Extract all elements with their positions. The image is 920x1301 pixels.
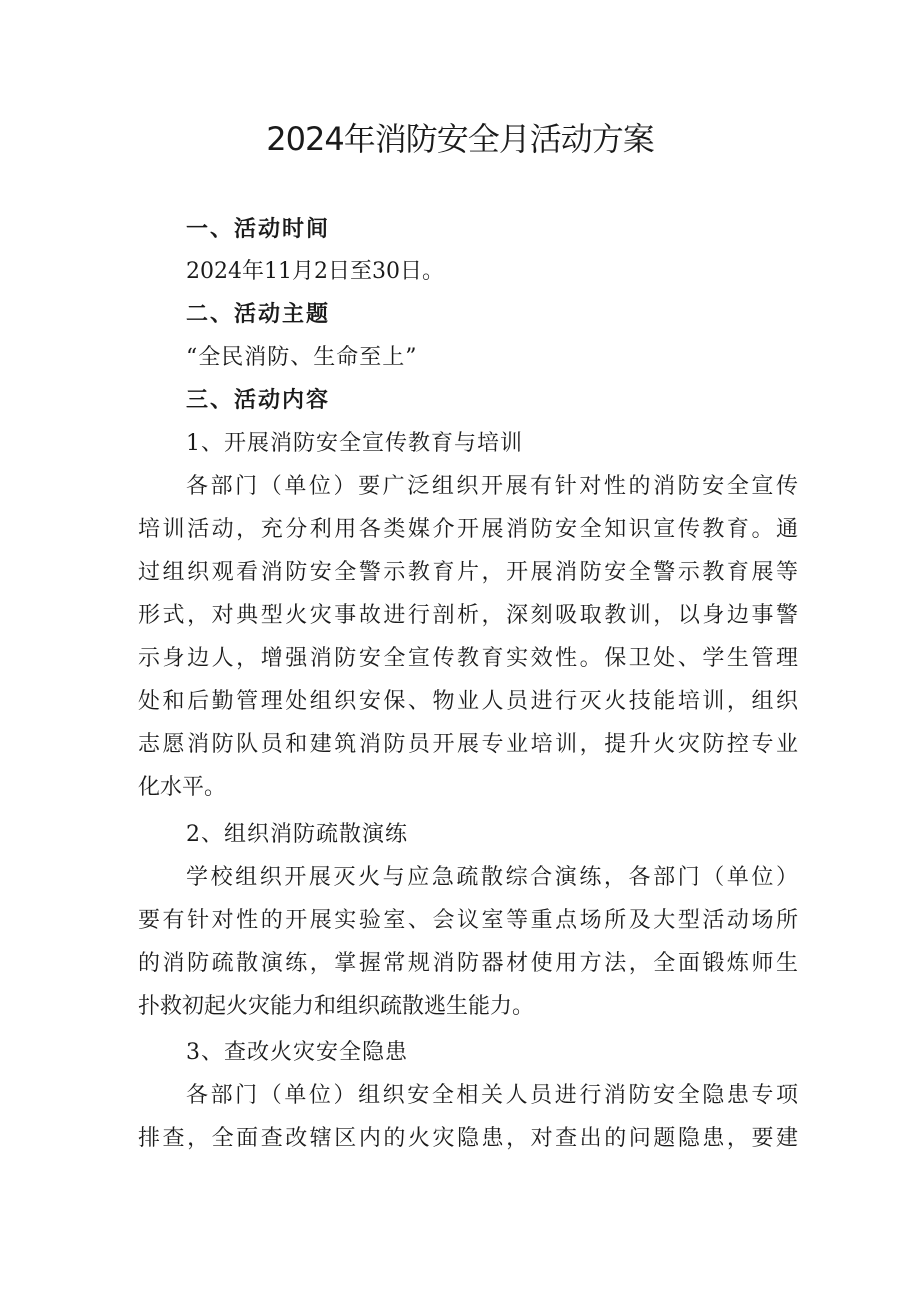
item2-paragraph-line: 的消防疏散演练，掌握常规消防器材使用方法，全面锻炼师生 (138, 951, 798, 976)
item2-paragraph-line: 扑救初起火灾能力和组织疏散逃生能力。 (138, 994, 535, 1019)
item3-paragraph-line: 各部门（单位）组织安全相关人员进行消防安全隐患专项 (186, 1083, 798, 1108)
section2-heading: 二、活动主题 (186, 302, 331, 327)
item1-paragraph-line: 形式，对典型火灾事故进行剖析，深刻吸取教训，以身边事警 (138, 603, 798, 628)
item1-paragraph-line: 各部门（单位）要广泛组织开展有针对性的消防安全宣传 (186, 474, 798, 499)
item3-heading: 3、查改火灾安全隐患 (186, 1040, 408, 1065)
item1-paragraph-line: 处和后勤管理处组织安保、物业人员进行灭火技能培训，组织 (138, 689, 798, 714)
section3-heading: 三、活动内容 (186, 388, 331, 413)
section1-text: 2024年11月2日至30日。 (186, 259, 444, 284)
section1-heading: 一、活动时间 (186, 217, 331, 242)
item1-paragraph-line: 示身边人，增强消防安全宣传教育实效性。保卫处、学生管理 (138, 646, 798, 671)
document-title: 2024年消防安全月活动方案 (266, 120, 654, 158)
item1-paragraph-line: 志愿消防队员和建筑消防员开展专业培训，提升火灾防控专业 (138, 732, 798, 757)
section2-text: “全民消防、生命至上” (186, 345, 418, 370)
item2-paragraph-line: 要有针对性的开展实验室、会议室等重点场所及大型活动场所 (138, 908, 798, 933)
item1-heading: 1、开展消防安全宣传教育与培训 (186, 431, 523, 456)
item1-paragraph-line: 化水平。 (138, 775, 227, 800)
item3-paragraph-line: 排查，全面查改辖区内的火灾隐患，对查出的问题隐患，要建 (138, 1126, 798, 1151)
item1-paragraph-line: 过组织观看消防安全警示教育片，开展消防安全警示教育展等 (138, 560, 798, 585)
item2-heading: 2、组织消防疏散演练 (186, 822, 408, 847)
item1-paragraph-line: 培训活动，充分利用各类媒介开展消防安全知识宣传教育。通 (138, 517, 798, 542)
item2-paragraph-line: 学校组织开展灭火与应急疏散综合演练，各部门（单位） (186, 865, 798, 890)
